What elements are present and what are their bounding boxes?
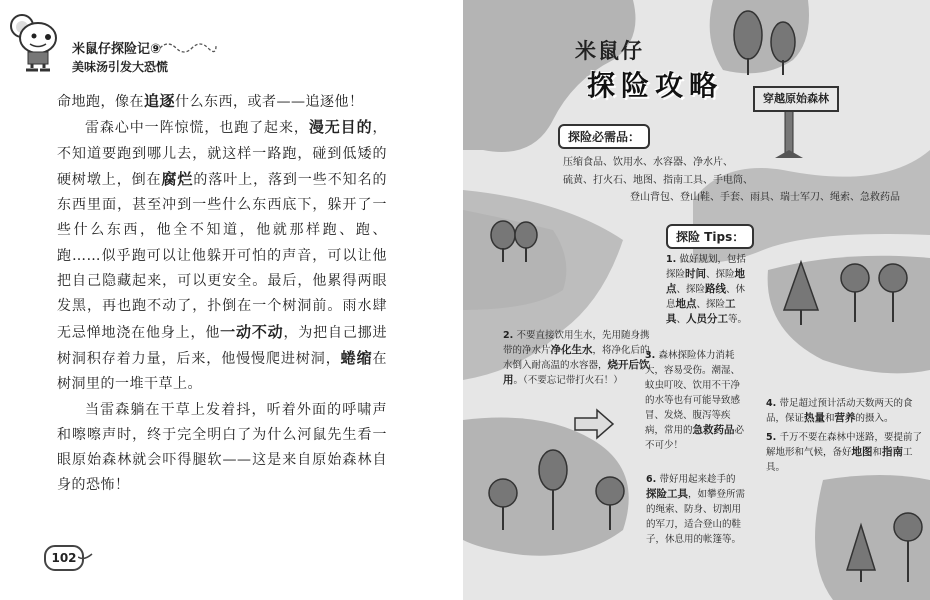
emphasis-text: 追逐 bbox=[144, 92, 176, 110]
story-paragraph bbox=[57, 115, 387, 397]
mouse-mascot-icon bbox=[8, 12, 68, 78]
series-title: 米鼠仔探险记⑨ bbox=[72, 42, 162, 57]
tip-emphasis: 探险工具 bbox=[646, 488, 688, 500]
tip-emphasis: 营养 bbox=[834, 412, 856, 424]
essentials-line: 压缩食品、饮用水、水容器、净水片、 bbox=[563, 157, 733, 168]
text-run: ，不知道要跑到哪儿去，就这样一路跑，碰到低矮的硬树墩上，倒在 bbox=[57, 120, 387, 188]
right-page bbox=[463, 0, 930, 600]
text-run: 命地跑，像在 bbox=[57, 94, 144, 110]
tip-text: 做好规划，包括探险 bbox=[666, 254, 747, 280]
text-run: 什么东西，或者——追逐他！ bbox=[175, 94, 364, 110]
story-paragraph bbox=[57, 89, 387, 115]
text-run: ，为把自己挪进树洞积存着力量，后来，他慢慢爬进树洞， bbox=[57, 324, 388, 367]
tip-emphasis: 工具 bbox=[666, 298, 736, 325]
tip-item bbox=[646, 472, 746, 547]
tip-emphasis: 路线 bbox=[705, 283, 727, 295]
tip-text: 、休息 bbox=[666, 284, 746, 310]
tip-text: 森林探险体力消耗大，容易受伤。潮湿、蚊虫叮咬、饮用不干净的水等也有可能导致感冒、发烧、腹泻等疾病，常用的 bbox=[645, 350, 741, 436]
tip-number: 3. bbox=[645, 350, 659, 361]
tip-emphasis: 地图 bbox=[851, 446, 873, 458]
text-run: 雷森心中一阵惊慌，也跑了起来， bbox=[85, 120, 309, 137]
tip-text: 和 bbox=[825, 413, 835, 424]
text-run: 在树洞里的一堆干草上。 bbox=[57, 350, 387, 393]
text-run: 当雷森躺在干草上发着抖，听着外面的呼啸声和嚓嚓声时，终于完全明白了为什么河鼠先生看一眼原始森林就会吓得腿软——这是来自原始森林自身的恐怖！ bbox=[57, 401, 387, 494]
tip-text: ，如攀登所需的绳索、防身、切割用的军刀，适合登山的鞋子，休息用的帐篷等。 bbox=[646, 489, 746, 545]
guide-title-line2: 探险攻略 bbox=[587, 69, 724, 102]
emphasis-text: 腐烂 bbox=[161, 169, 194, 188]
story-body bbox=[57, 89, 387, 499]
tip-number: 1. bbox=[666, 254, 680, 265]
tip-emphasis: 人员分工 bbox=[686, 313, 729, 325]
left-page bbox=[0, 0, 463, 600]
page-number-tail-decoration bbox=[78, 552, 94, 562]
tip-text: 和 bbox=[872, 447, 883, 458]
tip-emphasis: 地点 bbox=[675, 298, 697, 310]
tip-number: 6. bbox=[646, 474, 660, 485]
essentials-line: 登山背包、登山鞋、手套、雨具、瑞士军刀、绳索、急救药品 bbox=[630, 192, 900, 203]
emphasis-text: 一动不动 bbox=[220, 322, 284, 341]
tip-text: 不要直接饮用生水，先用随身携带的净水片 bbox=[503, 330, 650, 356]
tip-item bbox=[503, 328, 653, 388]
tip-text: 等。 bbox=[728, 314, 748, 325]
essentials-label: 探险必需品： bbox=[558, 124, 650, 149]
tip-text: 的摄入。 bbox=[855, 413, 894, 424]
tip-item bbox=[666, 252, 748, 327]
tip-number: 5. bbox=[766, 432, 780, 443]
tip-emphasis: 热量 bbox=[804, 412, 826, 424]
tip-item bbox=[766, 430, 926, 475]
tip-emphasis: 指南 bbox=[882, 446, 904, 458]
tip-text: 千万不要在森林中迷路，要提前了解地形和气候，备好 bbox=[766, 432, 923, 458]
essentials-line: 硫黄、打火石、地图、指南工具、手电筒、 bbox=[563, 175, 753, 186]
tip-text: 必不可少！ bbox=[645, 425, 745, 451]
book-subtitle: 美味汤引发大恐慌 bbox=[72, 60, 169, 74]
tips-label: 探险 Tips： bbox=[666, 224, 754, 249]
page-number: 102 bbox=[44, 545, 84, 571]
tip-emphasis: 地点 bbox=[666, 268, 746, 295]
tip-item bbox=[645, 348, 745, 453]
page-header bbox=[8, 8, 238, 83]
guide-title-line1: 米鼠仔 bbox=[575, 39, 644, 63]
tip-text: 、探险 bbox=[676, 284, 706, 295]
tip-text: 、探险 bbox=[706, 269, 735, 280]
tip-text: 。（不要忘记带打火石！） bbox=[513, 375, 623, 386]
tip-text: ，将净化后的水倒入耐高温的水容器， bbox=[503, 345, 650, 371]
tip-text: 工具。 bbox=[766, 447, 913, 473]
tip-emphasis: 时间 bbox=[685, 268, 707, 280]
tip-number: 4. bbox=[766, 398, 780, 409]
text-run: 的落叶上，落到一些不知名的东西里面，甚至冲到一些什么东西底下，躲开了一些什么东西，他全不知道，他就那样跑、跑、跑……似乎跑可以让他躲开可怕的声音，可以让他把自己隐藏起来，可以更安全。最后，他累得两眼发黑，再也跑不动了，扑倒在一个树洞前。雨水肆无忌惮地浇在他身上，他 bbox=[57, 171, 387, 341]
signpost-label: 穿越原始森林 bbox=[753, 86, 839, 112]
header-swirl-decoration bbox=[158, 40, 218, 54]
tip-text: 、 bbox=[676, 314, 687, 325]
tip-number: 2. bbox=[503, 330, 517, 341]
tip-emphasis: 急救药品 bbox=[692, 424, 735, 436]
emphasis-text: 蜷缩 bbox=[340, 348, 373, 367]
emphasis-text: 漫无目的 bbox=[308, 118, 373, 137]
tip-emphasis: 净化生水 bbox=[550, 344, 593, 356]
tip-text: 带足超过预计活动天数两天的食品，保证 bbox=[766, 398, 913, 424]
tip-text: 、探险 bbox=[696, 299, 726, 310]
tip-text: 带好用起来趁手的 bbox=[659, 474, 736, 485]
tip-item bbox=[766, 396, 926, 426]
story-paragraph bbox=[57, 398, 387, 499]
tip-emphasis: 烧开后饮用 bbox=[503, 359, 650, 386]
